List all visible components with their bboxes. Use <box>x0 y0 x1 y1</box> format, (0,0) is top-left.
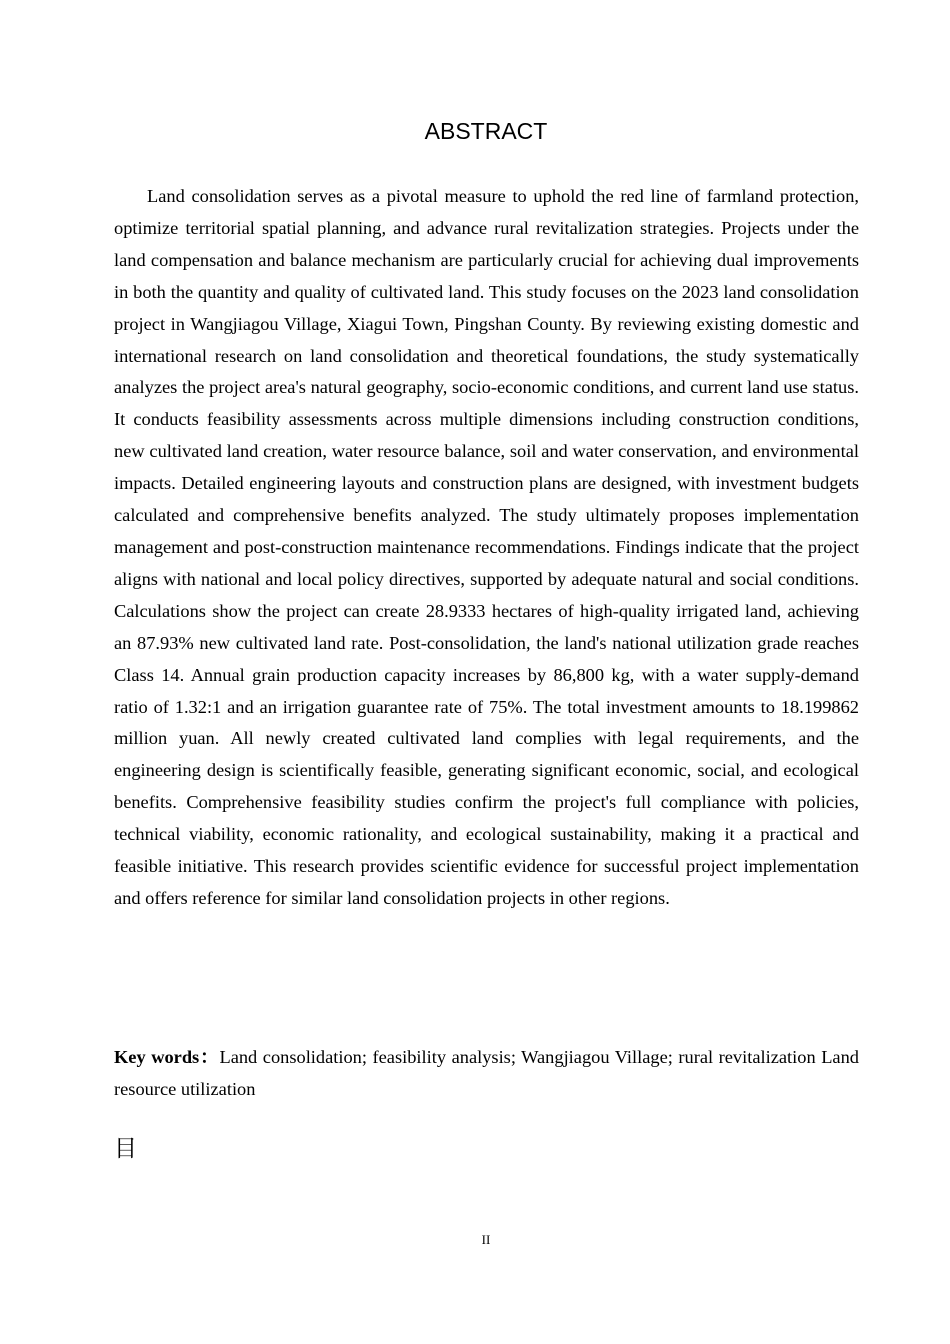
abstract-paragraph: Land consolidation serves as a pivotal measure to uphold the red line of farmland protection, optimize territorial spatial planning, and advance rural revitalization strategies. Projects under the land compensation and balance mechanism are particularly crucial for achieving dual improvements in both the quantity and quality of cultivated land. This study focuses on the 2023 land consolidation project in Wangjiagou Village, Xiagui Town, Pingshan County. By reviewing existing domestic and international research on land consolidation and theoretical foundations, the study systematically analyzes the project area's natural geography, socio-economic conditions, and current land use status. It conducts feasibility assessments across multiple dimensions including construction conditions, new cultivated land creation, water resource balance, soil and water conservation, and environmental impacts. Detailed engineering layouts and construction plans are designed, with investment budgets calculated and comprehensive benefits analyzed. The study ultimately proposes implementation management and post-construction maintenance recommendations. Findings indicate that the project aligns with national and local policy directives, supported by adequate natural and social conditions. Calculations show the project can create 28.9333 hectares of high-quality irrigated land, achieving an 87.93% new cultivated land rate. Post-consolidation, the land's national utilization grade reaches Class 14. Annual grain production capacity increases by 86,800 kg, with a water supply-demand ratio of 1.32:1 and an irrigation guarantee rate of 75%. The total investment amounts to 18.199862 million yuan. All newly created cultivated land complies with legal requirements, and the engineering design is scientifically feasible, generating significant economic, social, and ecological benefits. Comprehensive feasibility studies confirm the project's full compliance with policies, technical viability, economic rationality, and ecological sustainability, making it a practical and feasible initiative. This research provides scientific evidence for successful project implementation and offers reference for similar land consolidation projects in other regions. <box>114 186 859 908</box>
keywords-label: Key words： <box>114 1047 220 1067</box>
keywords-text: Land consolidation; feasibility analysis; Wangjiagou Village; rural revitalization Land resource utilization <box>114 1047 859 1099</box>
page-number: II <box>481 1232 491 1247</box>
keywords-line <box>114 1042 859 1106</box>
table-of-contents-heading: 目 <box>114 1136 137 1162</box>
abstract-title: ABSTRACT <box>424 118 548 144</box>
